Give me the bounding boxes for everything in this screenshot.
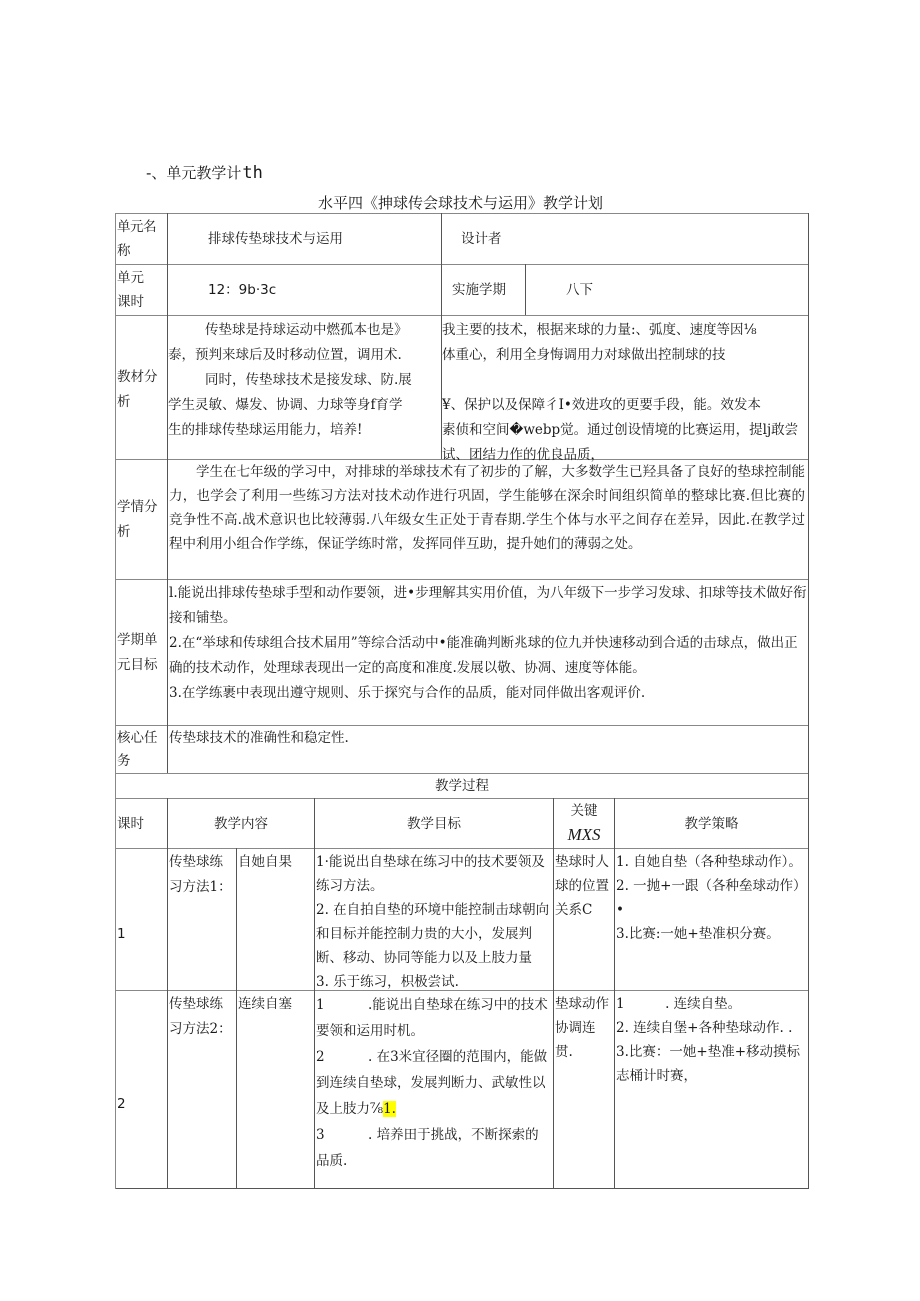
- material-right-line: 试、团结力作的优良品质，: [442, 447, 604, 463]
- material-left-line: 学生灵敏、爆发、协调、力球等身f育学: [168, 397, 403, 413]
- unit-name-value: 排球传垫球技术与运用: [208, 231, 343, 247]
- border-label-col: [167, 213, 168, 773]
- border-top: [115, 213, 809, 214]
- objective-text: . 培养田于挑战，不断探索的品质.: [316, 1127, 539, 1169]
- header-key: [554, 799, 614, 847]
- row2-objectives: [316, 992, 552, 1174]
- objective-num: 1: [316, 997, 325, 1013]
- row2-strategy-item: 1 . 连续自垫。: [616, 996, 742, 1012]
- student-analysis-label: 学情分析: [117, 499, 158, 540]
- unit-goal-item: 3.在学练裹中表现出遵守规则、乐于探究与合作的品质，能对同伴做出客观评价.: [169, 685, 646, 701]
- row1-content-b: 自她自果: [238, 854, 292, 870]
- row2-strategy-item: 3.比赛：一她+垫准+移动摸标志桶计时赛，: [616, 1044, 801, 1084]
- border-proc-col5: [614, 798, 615, 1188]
- unit-goals-list: [169, 581, 807, 706]
- material-analysis-label: 教材分析: [117, 369, 158, 410]
- student-analysis-text: 学生在七年级的学习中，对排球的举球技术有了初步的了解，大多数学生已羟具备了良好的垫球控制能力，也学会了利用一些练习方法对技术动作进行巩固，学生能够在深余时间组织简单的整球比赛.但比赛的竞争性不高.战术意识也比较薄弱.八年级女生正处于青春期.学生个体与水平之间存在差异，因此.在教学过程中利用小组合作学练，保证学练时常，发挥同伴互助，提升她们的薄弱之处。: [169, 464, 805, 552]
- designer-label: 设计者: [461, 231, 502, 247]
- row1-objective: 3. 乐于练习，枳极尝试.: [316, 974, 459, 990]
- objective-num: 3: [316, 1127, 325, 1143]
- row2-objective: [316, 1044, 552, 1122]
- border-proc-col1: [167, 798, 168, 1188]
- border-proc-col4: [553, 798, 554, 1188]
- term-value: 八下: [566, 282, 593, 298]
- row2-strategy-item: 2. 连续自堡+各种垫球动作. .: [616, 1020, 793, 1036]
- material-right-line: 我主要的技术，根据来球的力量:、弧度、速度等因⅛: [442, 322, 757, 338]
- material-left-line: 同时，传垫球技术是接发球、防.展: [205, 372, 412, 388]
- row1-strategy-item: 1. 自她自垫（各种垫球动作）。: [616, 854, 802, 870]
- border-right: [808, 213, 809, 1189]
- row1-key: 垫球时人球的位置关系C: [555, 854, 609, 918]
- document-title: 水平四《抻球传会球技术与运用》教学计划: [318, 194, 604, 212]
- border-row1: [115, 264, 809, 265]
- material-left-line: 传垫球是持球运动中燃孤本也是》: [205, 322, 408, 338]
- row2-content-b: 连续自塞: [238, 996, 292, 1012]
- border-row2: [115, 315, 809, 316]
- unit-goals-label: 学期单元目标: [117, 632, 158, 673]
- row2-objective: [316, 1122, 552, 1174]
- border-row8: [115, 848, 809, 849]
- material-right-line: [442, 368, 808, 393]
- row1-strategy-item: 3.比赛:一她+垫准枳分赛。: [616, 926, 780, 942]
- row2-period: 2: [117, 1096, 126, 1112]
- unit-name-label: 单元名称: [117, 219, 156, 259]
- material-analysis-right: [442, 318, 808, 468]
- core-task-label: 核心任务: [117, 730, 158, 769]
- border-row7: [115, 798, 809, 799]
- section-heading: [146, 162, 263, 183]
- row1-objective: 1·能说出自垫球在练习中的技术要领及练习方法。: [316, 854, 545, 894]
- material-left-line: 泰，预判来球后及时移动位置，调用术.: [168, 347, 402, 363]
- row1-objective: 2. 在自拍自垫的环境中能控制击球朝向和目标并能控制力贵的大小，发展判断、移动、协同等能力以及上肢力量: [316, 902, 550, 966]
- row1-strategy-item: 2. 一抛+一跟（各种垒球动作）•: [616, 878, 800, 918]
- header-period: 课时: [117, 816, 144, 832]
- row1-period: 1: [117, 926, 126, 942]
- header-content: 教学内容: [214, 816, 268, 832]
- border-row4: [115, 579, 809, 580]
- border-bottom: [115, 1188, 809, 1189]
- row2-strategy: [616, 992, 806, 1088]
- header-objectives: 教学目标: [407, 816, 461, 832]
- row1-objectives: [316, 850, 552, 994]
- header-key-line1: 关键: [570, 803, 598, 819]
- material-right-line: ¥、保护以及保障彳I•效进攻的更要手段，能。效发本: [442, 397, 761, 413]
- process-title: 教学过程: [435, 778, 489, 794]
- border-proc-col2: [236, 848, 237, 1188]
- term-label: 实施学期: [452, 282, 506, 298]
- border-proc-col3: [314, 798, 315, 1188]
- row2-key: 垫球动作协调连贯.: [555, 996, 609, 1060]
- core-task-value: 传垫球技术的准确性和稳定性.: [169, 730, 349, 746]
- section-heading-text: -、单元教学计: [146, 164, 242, 182]
- material-right-line: 素侦和空间�webp觉。通过创设情境的比赛运用，提lj敢尝: [442, 422, 799, 438]
- objective-text: . 在3米宜径圈的范围内，能做到连续自垫球，发展判断力、武敏性以及上肢力⅞: [316, 1049, 548, 1117]
- unit-hours-label: 单元课时: [117, 270, 144, 310]
- header-strategy: 教学策略: [684, 816, 739, 832]
- material-right-line: 体重心，利用全身悔调用力对球做出控制球的技: [442, 347, 726, 363]
- unit-goal-item: l.能说出排球传垫球手型和动作要领，进•步理解其实用价值，为八年级下一步学习发球、扣球等技术做好衔接和铺垫。: [169, 585, 807, 626]
- unit-hours-value: 12：9b·3c: [208, 282, 277, 298]
- header-key-line2: MXS: [567, 825, 601, 844]
- row1-strategy: [616, 850, 806, 946]
- row1-content-a: 传垫球练习方法1：: [169, 854, 232, 895]
- row2-content-a: 传垫球练习方法2：: [169, 996, 232, 1037]
- objective-num: 2: [316, 1049, 325, 1065]
- section-heading-suffix: th: [242, 163, 263, 183]
- unit-goal-item: 2.在“举球和传球组合技术届用”等综合活动中•能准确判断兆球的位九并快速移动到合适的击球点，做出正确的技术动作，处理球表现出一定的高度和准度.发展以敬、协凋、速度等体能。: [169, 635, 798, 676]
- border-left: [115, 213, 116, 1189]
- highlight-mark: 1.: [383, 1101, 396, 1117]
- material-analysis-left: [168, 318, 440, 443]
- objective-text: .能说出自垫球在练习中的技术要领和运用时机。: [316, 997, 548, 1039]
- border-term-col: [525, 264, 526, 315]
- row2-objective: [316, 992, 552, 1044]
- material-left-line: 生的排球传垫球运用能力，培养!: [168, 422, 363, 438]
